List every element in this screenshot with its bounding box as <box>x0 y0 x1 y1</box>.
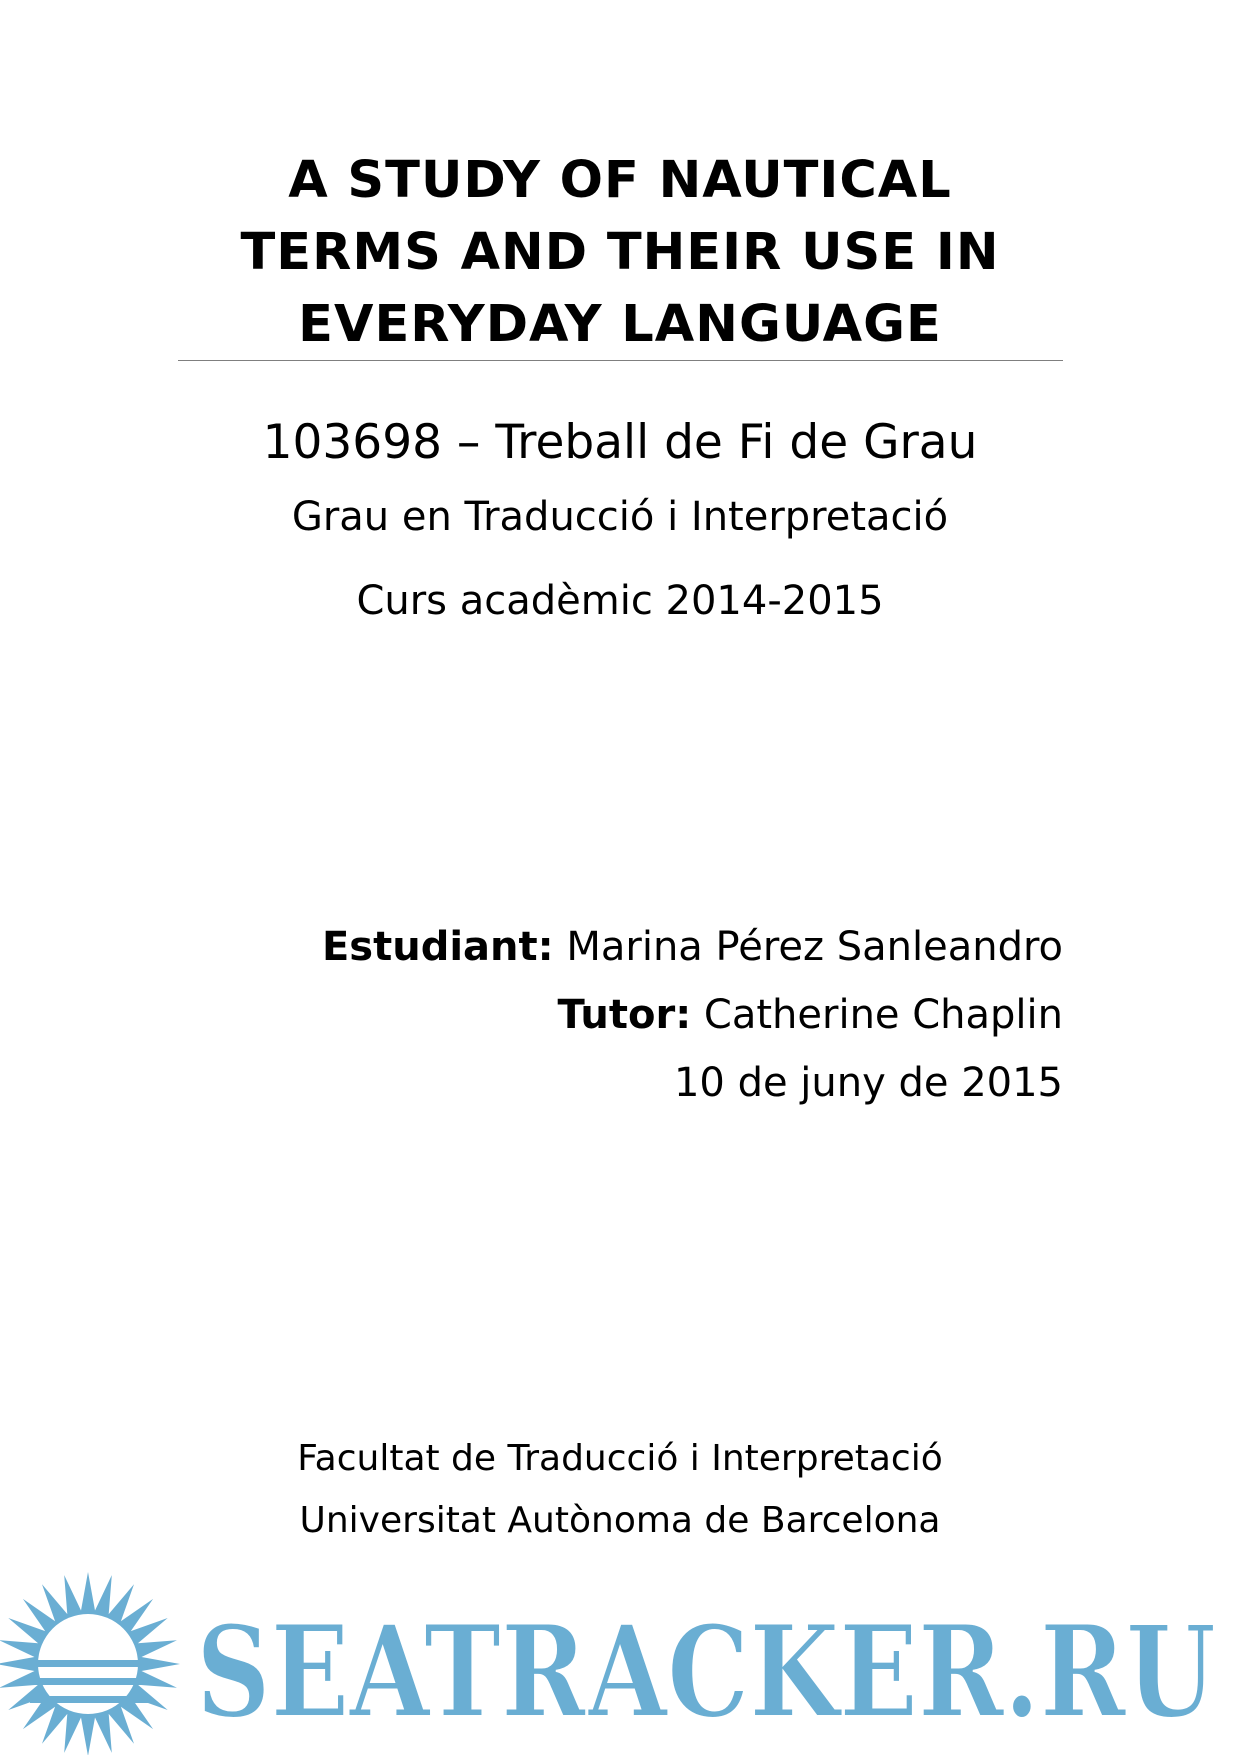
tutor-line <box>558 988 1064 1042</box>
student-line <box>322 920 1063 974</box>
thesis-title <box>178 145 1062 361</box>
university-name: Universitat Autònoma de Barcelona <box>299 1500 941 1541</box>
title-line-2: TERMS AND THEIR USE IN <box>240 223 1000 282</box>
title-divider <box>178 360 1063 361</box>
degree-name: Grau en Traducció i Interpretació <box>291 494 949 540</box>
student-label: Estudiant: <box>321 924 554 970</box>
course-code-line: 103698 – Treball de Fi de Grau <box>262 415 978 470</box>
title-line-3: EVERYDAY LANGUAGE <box>298 295 942 354</box>
tutor-name: Catherine Chaplin <box>691 992 1063 1038</box>
tutor-label: Tutor: <box>557 992 692 1038</box>
submission-date: 10 de juny de 2015 <box>673 1060 1063 1106</box>
title-line-1: A STUDY OF NAUTICAL <box>288 151 952 210</box>
faculty-name: Facultat de Traducció i Interpretació <box>297 1438 943 1479</box>
watermark-text: SEATRACKER.RU <box>196 1598 1216 1746</box>
sun-icon <box>0 1572 180 1755</box>
academic-year: Curs acadèmic 2014-2015 <box>356 578 884 624</box>
student-name: Marina Pérez Sanleandro <box>553 924 1063 970</box>
watermark-logo <box>0 1568 1240 1755</box>
